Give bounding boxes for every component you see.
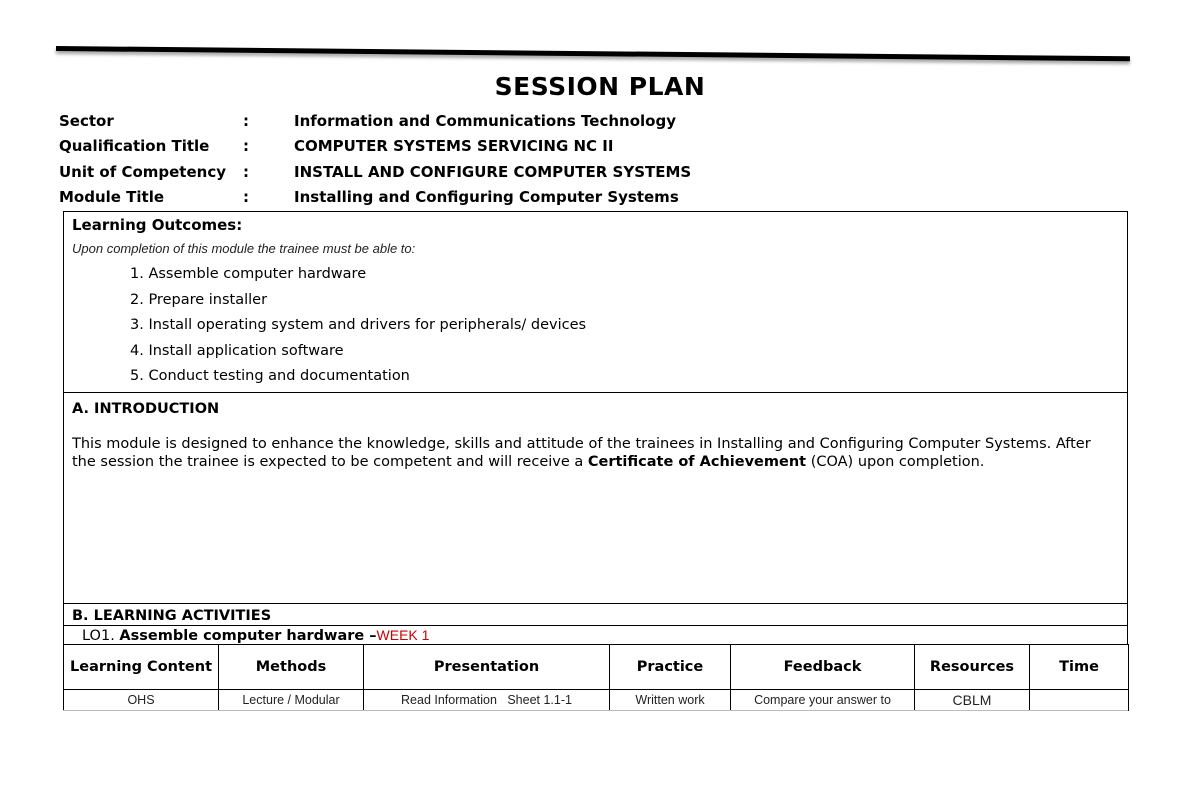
learning-outcomes-heading: Learning Outcomes: bbox=[72, 216, 243, 234]
introduction-heading: A. INTRODUCTION bbox=[72, 401, 220, 417]
table-cell bbox=[1030, 690, 1129, 711]
meta-value: Installing and Configuring Computer Systems bbox=[294, 188, 679, 207]
table-row bbox=[64, 690, 1129, 711]
column-header: Learning Content bbox=[64, 645, 219, 690]
introduction-section bbox=[63, 392, 1128, 603]
column-header: Resources bbox=[915, 645, 1030, 690]
meta-colon: : bbox=[243, 111, 249, 130]
lo1-week: WEEK 1 bbox=[376, 627, 430, 643]
table-cell: Read Information Sheet 1.1-1 bbox=[364, 690, 610, 711]
page-title: SESSION PLAN bbox=[494, 72, 706, 101]
learning-outcomes-list bbox=[72, 262, 1119, 390]
table-cell: Compare your answer to bbox=[731, 690, 915, 711]
meta-colon: : bbox=[243, 162, 249, 181]
table-cell: CBLM bbox=[915, 690, 1030, 711]
learning-activities-heading: B. LEARNING ACTIVITIES bbox=[72, 608, 272, 624]
session-plan-box bbox=[63, 211, 1128, 711]
meta-row-qualification bbox=[59, 134, 1129, 160]
meta-row-sector bbox=[59, 108, 1129, 134]
list-item: 4. Install application software bbox=[130, 342, 344, 359]
meta-key: Module Title bbox=[59, 188, 165, 207]
meta-value: INSTALL AND CONFIGURE COMPUTER SYSTEMS bbox=[294, 162, 692, 181]
meta-key: Qualification Title bbox=[59, 137, 210, 156]
meta-key: Unit of Competency bbox=[59, 162, 226, 181]
column-header: Methods bbox=[219, 645, 364, 690]
column-header: Presentation bbox=[364, 645, 610, 690]
header-rule bbox=[56, 46, 1130, 61]
intro-text-start: This module is designed to enhance the knowledge, skills and attitude of the trainees in Installing and Configuring Computer Systems. After the session the trainee is expected to be competent and will receive a bbox=[72, 436, 1091, 470]
table-header-row bbox=[64, 645, 1129, 690]
metadata-block bbox=[59, 108, 1129, 210]
lo1-header bbox=[63, 625, 1128, 644]
learning-activities-header bbox=[63, 603, 1128, 625]
column-header: Feedback bbox=[731, 645, 915, 690]
list-item: 1. Assemble computer hardware bbox=[130, 266, 367, 282]
column-header: Practice bbox=[610, 645, 731, 690]
page-cut-line bbox=[63, 710, 1128, 711]
meta-value: COMPUTER SYSTEMS SERVICING NC II bbox=[294, 137, 614, 156]
meta-value: Information and Communications Technology bbox=[294, 111, 676, 130]
introduction-text bbox=[72, 435, 1119, 471]
meta-row-module bbox=[59, 185, 1129, 211]
intro-text-bold: Certificate of Achievement bbox=[587, 454, 807, 470]
lo1-title: Assemble computer hardware – bbox=[119, 628, 377, 644]
meta-row-unit bbox=[59, 159, 1129, 185]
column-header: Time bbox=[1030, 645, 1129, 690]
list-item: 3. Install operating system and drivers for peripherals/ devices bbox=[130, 317, 587, 333]
lo1-prefix: LO1. bbox=[82, 628, 120, 644]
table-cell: Lecture / Modular bbox=[219, 690, 364, 711]
table-cell: Written work bbox=[610, 690, 731, 711]
meta-colon: : bbox=[243, 188, 249, 207]
meta-key: Sector bbox=[59, 111, 114, 130]
learning-outcomes-section bbox=[63, 211, 1128, 392]
list-item: 5. Conduct testing and documentation bbox=[130, 368, 410, 384]
table-cell: OHS bbox=[64, 690, 219, 711]
learning-outcomes-intro: Upon completion of this module the trainee must be able to: bbox=[72, 241, 416, 256]
list-item: 2. Prepare installer bbox=[130, 291, 268, 308]
intro-text-end: (COA) upon completion. bbox=[806, 454, 985, 470]
meta-colon: : bbox=[243, 137, 249, 156]
activities-table bbox=[63, 644, 1129, 711]
